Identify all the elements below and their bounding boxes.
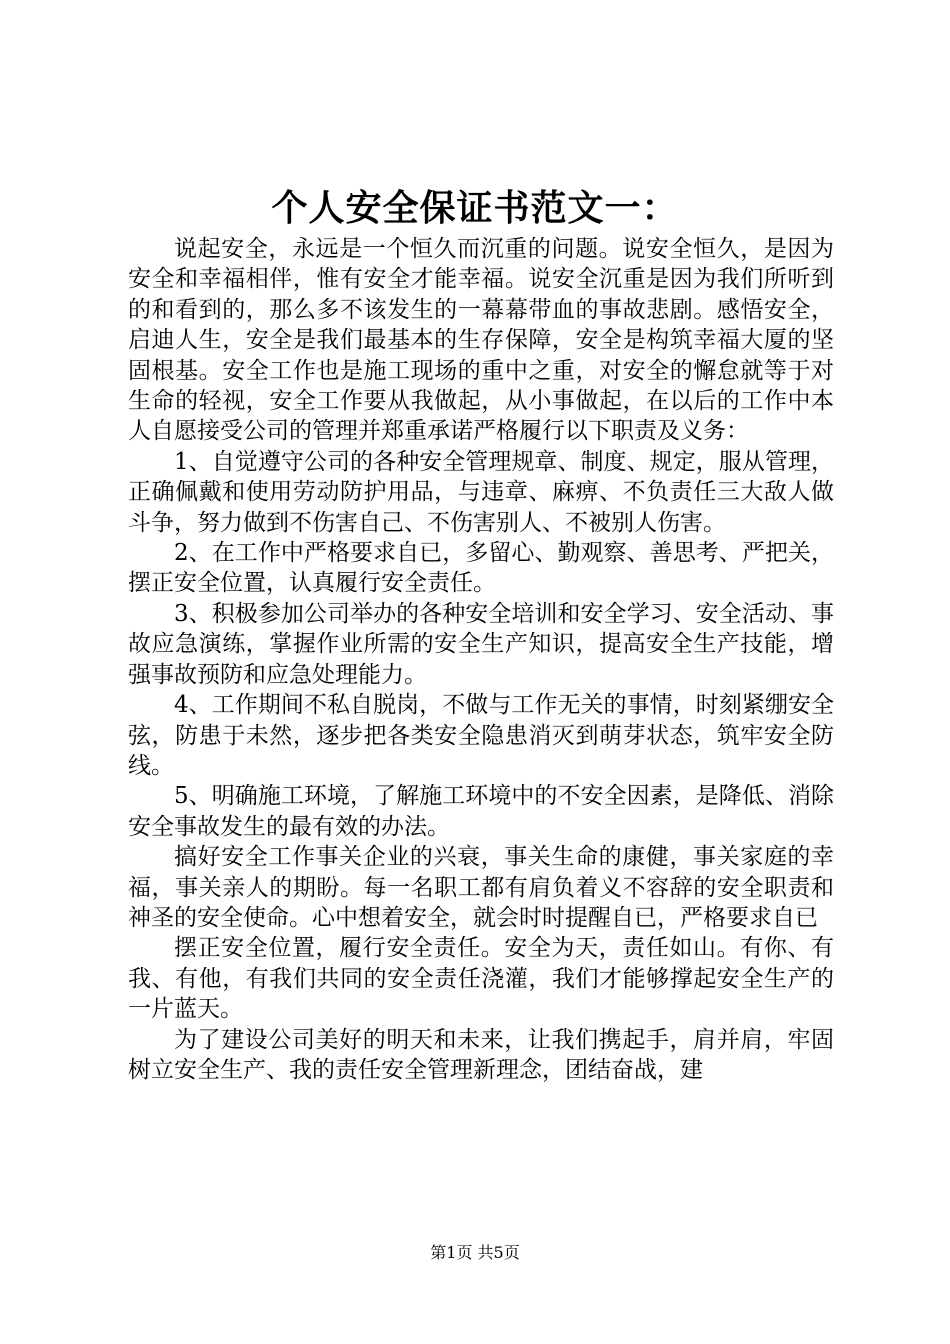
paragraph-item-5: 5、明确施工环境，了解施工环境中的不安全因素，是降低、消除安全事故发生的最有效的办法。 <box>128 783 834 840</box>
paragraph-item-2: 2、在工作中严格要求自已，多留心、勤观察、善思考、严把关，摆正安全位置，认真履行安全责任。 <box>128 540 834 597</box>
document-title: 个人安全保证书范文一： <box>271 187 679 229</box>
document-body <box>128 234 834 1085</box>
paragraph-item-3: 3、积极参加公司举办的各种安全培训和安全学习、安全活动、事故应急演练，掌握作业所需的安全生产知识，提高安全生产技能，增强事故预防和应急处理能力。 <box>128 600 834 688</box>
paragraph-item-4: 4、工作期间不私自脱岗，不做与工作无关的事情，时刻紧绷安全弦，防患于未然，逐步把各类安全隐患消灭到萌芽状态，筑牢安全防线。 <box>128 692 834 779</box>
paragraph-safety-importance: 搞好安全工作事关企业的兴衰，事关生命的康健，事关家庭的幸福，事关亲人的期盼。每一名职工都有肩负着义不容辞的安全职责和神圣的安全使命。心中想着安全，就会时时提醒自已，严格要求自已 <box>128 844 834 931</box>
paragraph-closing: 为了建设公司美好的明天和未来，让我们携起手，肩并肩，牢固树立安全生产、我的责任安全管理新理念，团结奋战，建 <box>128 1026 834 1083</box>
paragraph-responsibility: 摆正安全位置，履行安全责任。安全为天，责任如山。有你、有我、有他，有我们共同的安全责任浇灌，我们才能够撑起安全生产的一片蓝天。 <box>128 935 834 1023</box>
paragraph-intro: 说起安全，永远是一个恒久而沉重的问题。说安全恒久，是因为安全和幸福相伴，惟有安全才能幸福。说安全沉重是因为我们所听到的和看到的，那么多不该发生的一幕幕带血的事故悲剧。感悟安全，启迪人生，安全是我们最基本的生存保障，安全是构筑幸福大厦的坚固根基。安全工作也是施工现场的重中之重，对安全的懈怠就等于对生命的轻视，安全工作要从我做起，从小事做起，在以后的工作中本人自愿接受公司的管理并郑重承诺严格履行以下职责及义务： <box>128 236 834 445</box>
page-footer: 第1页 共5页 <box>430 1243 520 1262</box>
paragraph-item-1: 1、自觉遵守公司的各种安全管理规章、制度、规定，服从管理，正确佩戴和使用劳动防护用品，与违章、麻痹、不负责任三大敌人做斗争，努力做到不伤害自己、不伤害别人、不被别人伤害。 <box>128 448 834 536</box>
